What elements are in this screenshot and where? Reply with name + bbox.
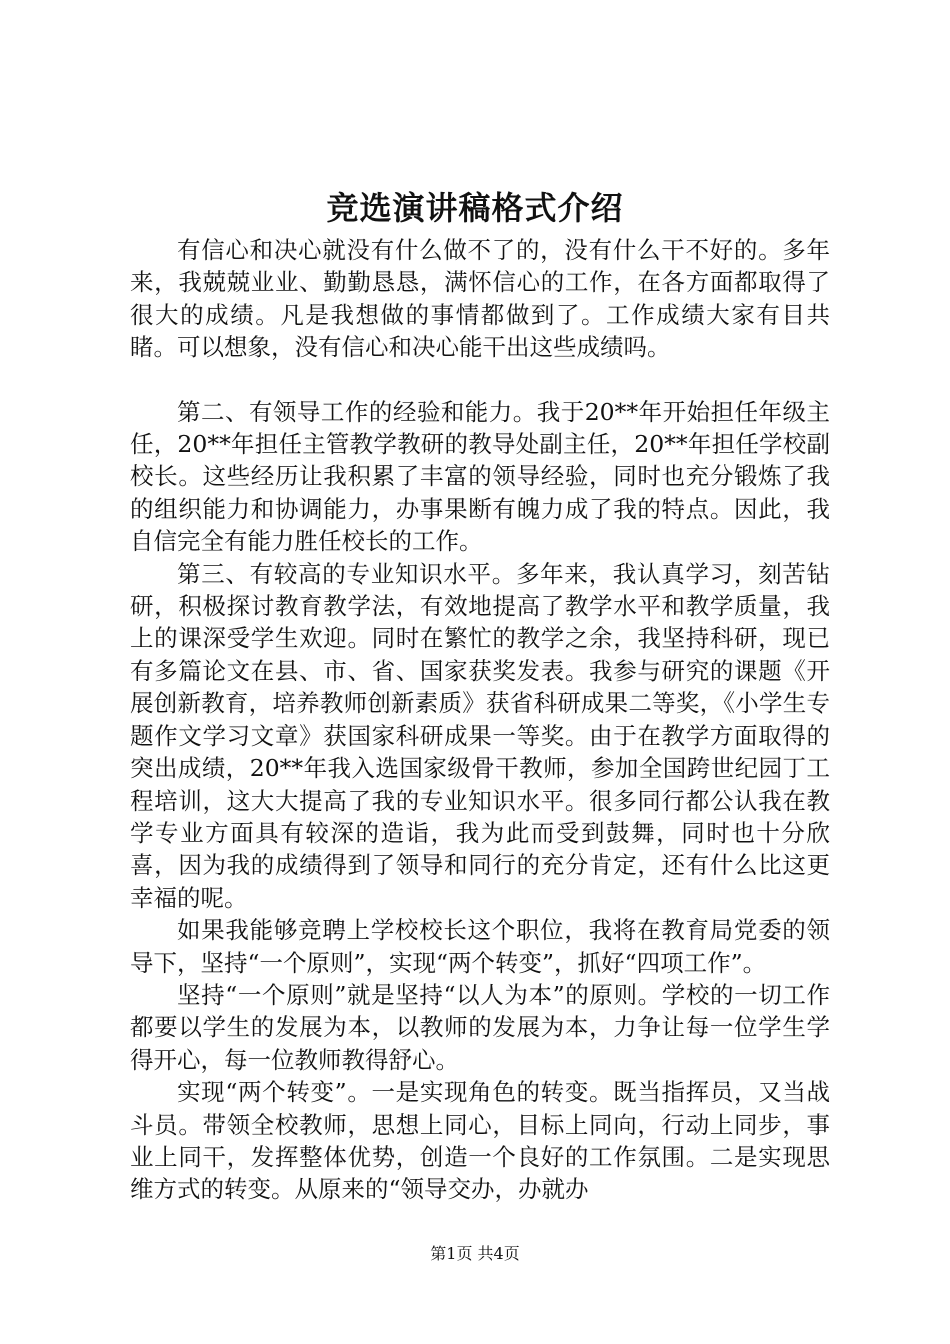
paragraph-plan-overview: 如果我能够竞聘上学校校长这个职位，我将在教育局党委的领导下，坚持“一个原则”，实现“两个转变”，抓好“四项工作”。 — [130, 916, 830, 977]
document-title: 竞选演讲稿格式介绍 — [326, 189, 624, 227]
paragraph-leadership-experience: 第二、有领导工作的经验和能力。我于20**年开始担任年级主任，20**年担任主管教学教研的教导处副主任，20**年担任学校副校长。这些经历让我积累了丰富的领导经验，同时也充分锻炼了我的组织能力和协调能力，办事果断有魄力成了我的特点。因此，我自信完全有能力胜任校长的工作。 — [130, 397, 830, 556]
paragraph-confidence: 有信心和决心就没有什么做不了的，没有什么干不好的。多年来，我兢兢业业、勤勤恳恳，满怀信心的工作，在各方面都取得了很大的成绩。凡是我想做的事情都做到了。工作成绩大家有目共睹。可以想象，没有信心和决心能干出这些成绩吗。 — [130, 236, 830, 362]
document-body — [130, 234, 830, 1206]
paragraph-professional-knowledge: 第三、有较高的专业知识水平。多年来，我认真学习，刻苦钻研，积极探讨教育教学法，有效地提高了教学水平和教学质量，我上的课深受学生欢迎。同时在繁忙的教学之余，我坚持科研，现已有多篇论文在县、市、省、国家获奖发表。我参与研究的课题《开展创新教育，培养教师创新素质》获省科研成果二等奖，《小学生专题作文学习文章》获国家科研成果一等奖。由于在教学方面取得的突出成绩，20**年我入选国家级骨干教师，参加全国跨世纪园丁工程培训，这大大提高了我的专业知识水平。很多同行都公认我在教学专业方面具有较深的造诣，我为此而受到鼓舞，同时也十分欣喜，因为我的成绩得到了领导和同行的充分肯定，还有什么比这更幸福的呢。 — [130, 559, 830, 912]
paragraph-one-principle: 坚持“一个原则”就是坚持“以人为本”的原则。学校的一切工作都要以学生的发展为本，以教师的发展为本，力争让每一位学生学得开心，每一位教师教得舒心。 — [130, 980, 830, 1074]
page-number: 第1页 共4页 — [430, 1244, 520, 1263]
paragraph-two-transformations: 实现“两个转变”。一是实现角色的转变。既当指挥员，又当战斗员。带领全校教师，思想上同心，目标上同向，行动上同步，事业上同干，发挥整体优势，创造一个良好的工作氛围。二是实现思维方式的转变。从原来的“领导交办，办就办 — [130, 1078, 830, 1204]
